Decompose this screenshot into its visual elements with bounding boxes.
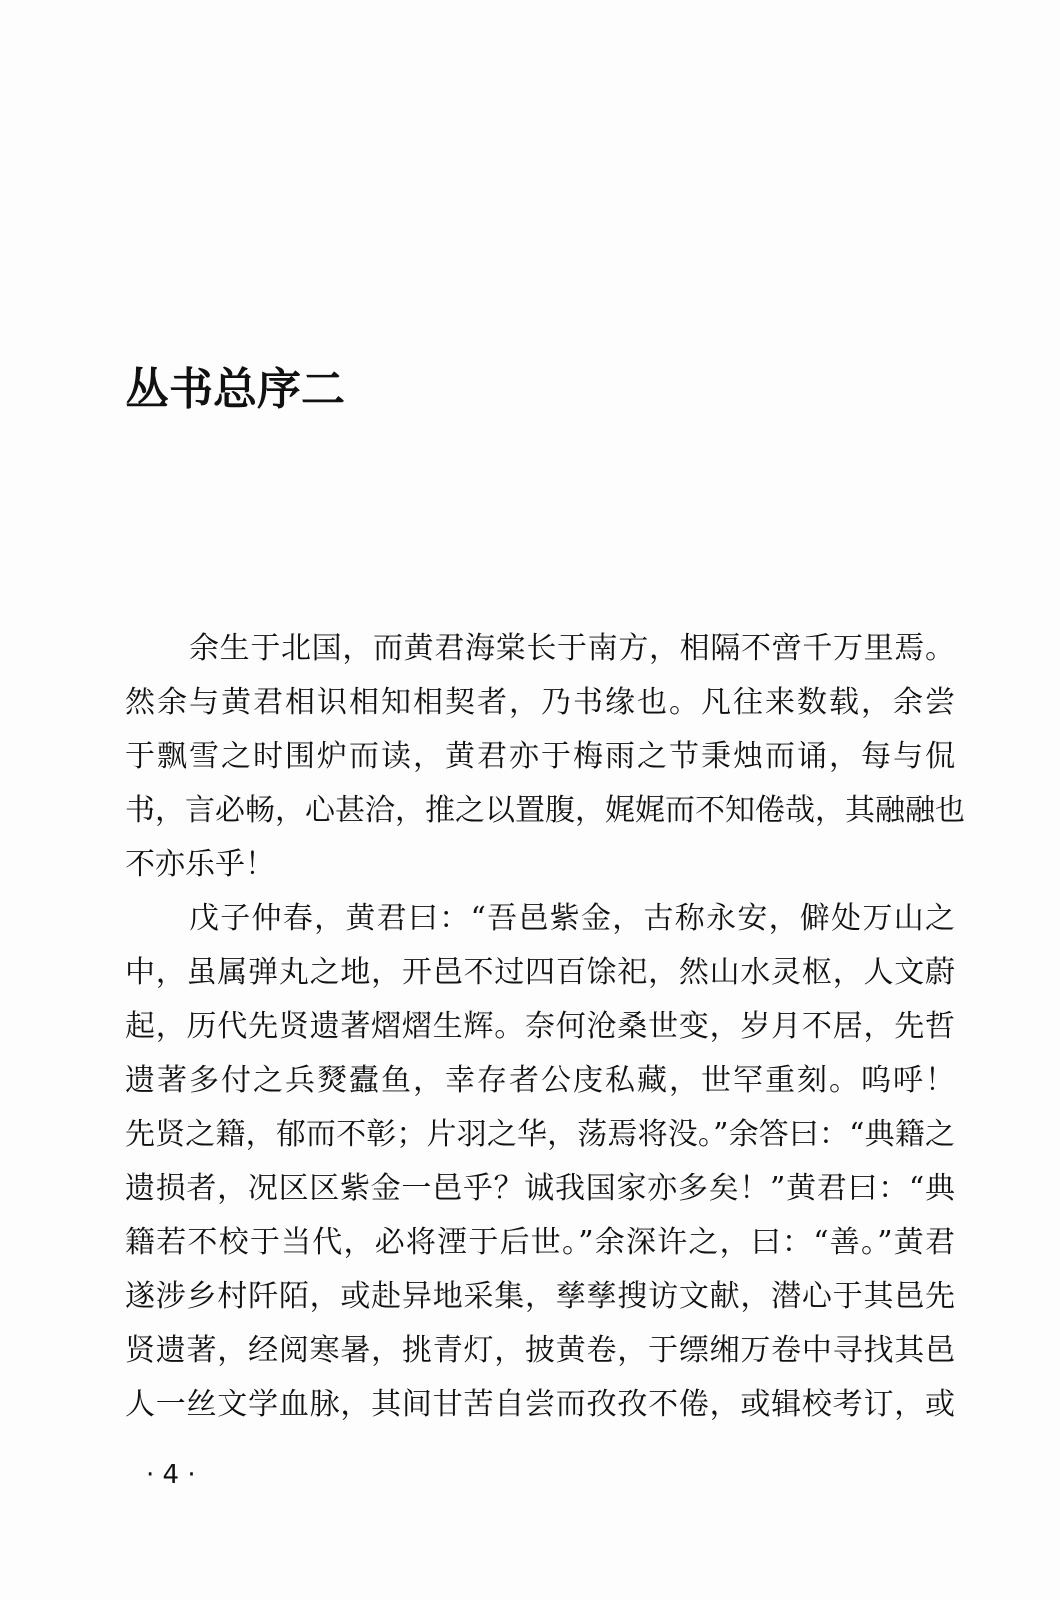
- text-line: 先贤之籍，郁而不彰；片羽之华，荡焉将没。”余答曰：“典籍之: [125, 1117, 955, 1152]
- text-line: 遂涉乡村阡陌，或赴异地采集，孳孳搜访文献，潜心于其邑先: [125, 1279, 955, 1314]
- text-line: 人一丝文学血脉，其间甘苦自尝而孜孜不倦，或辑校考订，或: [125, 1387, 955, 1422]
- text-line: 遗损者，况区区紫金一邑乎？诚我国家亦多矣！”黄君曰：“典: [125, 1171, 955, 1206]
- page-title: 丛书总序二: [125, 364, 345, 415]
- text-line: 于飘雪之时围炉而读，黄君亦于梅雨之节秉烛而诵，每与侃: [125, 739, 955, 774]
- page-number: · 4 ·: [146, 1460, 196, 1490]
- text-line: 贤遗著，经阅寒暑，挑青灯，披黄卷，于缥缃万卷中寻找其邑: [125, 1333, 955, 1368]
- text-line: 然余与黄君相识相知相契者，乃书缘也。凡往来数载，余尝: [125, 685, 955, 720]
- paragraph-2: [125, 892, 955, 1432]
- paragraph-1: [125, 622, 965, 892]
- text-line: 余生于北国，而黄君海棠长于南方，相隔不啻千万里焉。: [189, 631, 955, 666]
- text-line: 书，言必畅，心甚洽，推之以置腹，娓娓而不知倦哉，其融融也: [125, 793, 965, 828]
- text-line: 不亦乐乎！: [125, 847, 275, 882]
- text-line: 戊子仲春，黄君曰：“吾邑紫金，古称永安，僻处万山之: [189, 901, 955, 936]
- text-line: 籍若不校于当代，必将湮于后世。”余深许之，曰：“善。”黄君: [125, 1225, 955, 1260]
- text-line: 遗著多付之兵燹蠹鱼，幸存者公庋私藏，世罕重刻。呜呼！: [125, 1063, 955, 1098]
- body-text: [125, 622, 965, 1432]
- text-line: 起，历代先贤遗著熠熠生辉。奈何沧桑世变，岁月不居，先哲: [125, 1009, 955, 1044]
- text-line: 中，虽属弹丸之地，开邑不过四百馀祀，然山水灵枢，人文蔚: [125, 955, 955, 990]
